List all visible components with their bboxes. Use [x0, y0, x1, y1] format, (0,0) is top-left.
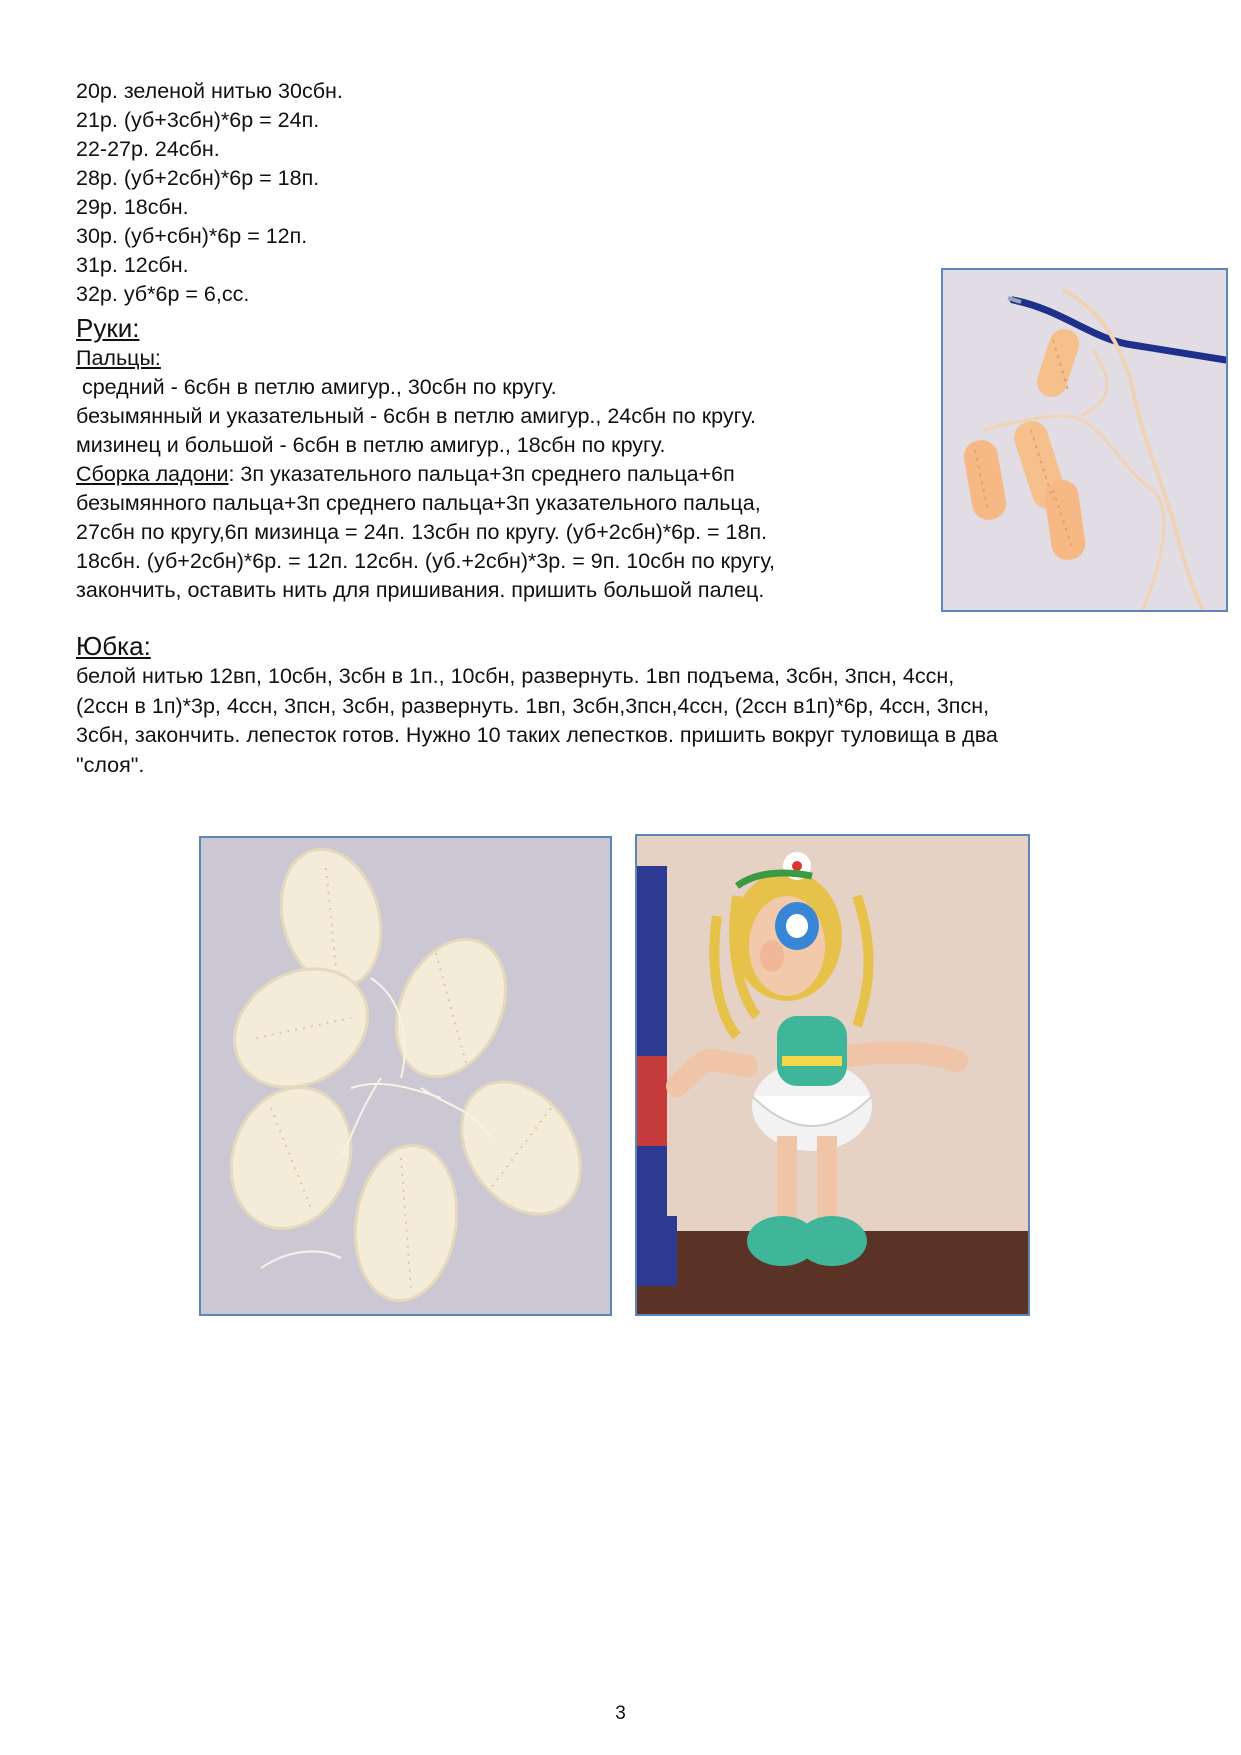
finger-line: средний - 6сбн в петлю амигур., 30сбн по кругу.	[76, 375, 557, 399]
fingers-illustration	[943, 270, 1226, 610]
body-rows	[76, 77, 896, 309]
skirt-section	[76, 630, 1166, 780]
petals-illustration	[201, 838, 610, 1314]
skirt-line: белой нитью 12вп, 10сбн, 3сбн в 1п., 10сбн, развернуть. 1вп подъема, 3сбн, 3псн, 4ссн,	[76, 664, 955, 688]
palm-text: : 3п указательного пальца+3п среднего пальца+6п	[228, 462, 735, 486]
row-line: 29р. 18сбн.	[76, 195, 189, 219]
skirt-line: "слоя".	[76, 752, 145, 777]
fingers-photo	[941, 268, 1228, 612]
finger-line: мизинец и большой - 6сбн в петлю амигур., 18сбн по кругу.	[76, 433, 666, 457]
skirt-line: (2ссн в 1п)*3р, 4ссн, 3псн, 3сбн, развернуть. 1вп, 3сбн,3псн,4ссн, (2ссн в1п)*6р, 4ссн, 3псн,	[76, 693, 990, 718]
row-line: 28р. (уб+2сбн)*6р = 18п.	[76, 166, 320, 190]
skirt-heading: Юбка:	[76, 631, 151, 661]
palm-line: 18сбн. (уб+2сбн)*6р. = 12п. 12сбн. (уб.+2сбн)*3р. = 9п. 10сбн по кругу,	[76, 549, 775, 573]
palm-label: Сборка ладони	[76, 462, 229, 486]
row-line: 31р. 12сбн.	[76, 253, 189, 277]
row-line: 21р. (уб+3сбн)*6р = 24п.	[76, 108, 320, 132]
row-line: 30р. (уб+сбн)*6р = 12п.	[76, 224, 308, 248]
hands-heading: Руки:	[76, 313, 140, 343]
finger-line: безымянный и указательный - 6сбн в петлю амигур., 24сбн по кругу.	[76, 404, 757, 428]
palm-line	[76, 460, 906, 489]
hands-section	[76, 310, 906, 605]
row-line: 32р. уб*6р = 6,сс.	[76, 282, 250, 306]
doll-illustration	[637, 836, 1028, 1314]
skirt-line: 3сбн, закончить. лепесток готов. Нужно 10 таких лепестков. пришить вокруг туловища в два	[76, 723, 998, 747]
palm-line: безымянного пальца+3п среднего пальца+3п указательного пальца,	[76, 491, 761, 515]
page-number: 3	[615, 1703, 626, 1724]
doll-photo	[635, 834, 1030, 1316]
palm-line: закончить, оставить нить для пришивания. пришить большой палец.	[76, 578, 765, 602]
row-line: 20р. зеленой нитью 30сбн.	[76, 79, 343, 103]
fingers-heading: Пальцы:	[76, 346, 161, 370]
palm-line: 27сбн по кругу,6п мизинца = 24п. 13сбн по кругу. (уб+2сбн)*6р. = 18п.	[76, 520, 768, 544]
row-line: 22-27р. 24сбн.	[76, 137, 220, 161]
petals-photo	[199, 836, 612, 1316]
